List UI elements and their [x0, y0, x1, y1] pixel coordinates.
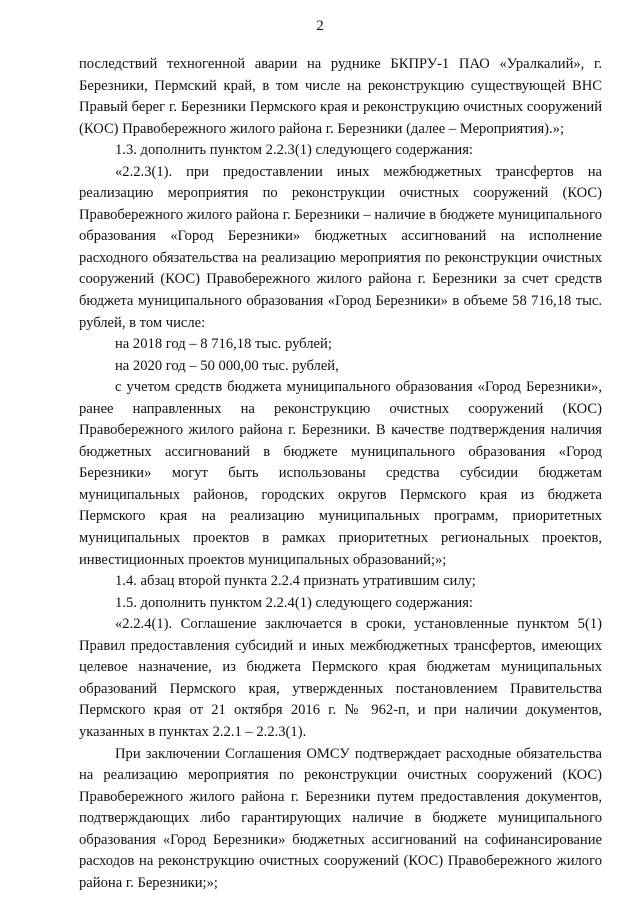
- paragraph-item-1-3: 1.3. дополнить пунктом 2.2.3(1) следующего содержания:: [115, 142, 473, 159]
- paragraph-item-1-5: 1.5. дополнить пунктом 2.2.4(1) следующего содержания:: [115, 594, 473, 611]
- paragraph-1: последствий техногенной аварии на руднике БКПРУ-1 ПАО «Уралкалий», г. Березники, Пермский край, в том числе на реконструкцию существующей ВНС Правый берег г. Березники Пермского края и реконструкцию очистных сооружений (КОС) Правобережного жилого района г. Березники (далее – Мероприятия).»;: [79, 56, 602, 137]
- page-number: 2: [316, 18, 324, 34]
- paragraph-clause-2-2-3-1: «2.2.3(1). при предоставлении иных межбюджетных трансфертов на реализацию мероприятия по реконструкции очистных сооружений (КОС) Правобережного жилого района г. Березники – наличие в бюджете муниципального образования «Город Березники» бюджетных ассигнований на исполнение расходного обязательства на реализацию мероприятия по реконструкции очистных сооружений (КОС) Правобережного жилого района г. Березники за счет средств бюджета муниципального образования «Город Березники» в объеме 58 716,18 тыс. рублей, в том числе:: [79, 163, 602, 331]
- paragraph-budget-note: с учетом средств бюджета муниципального образования «Город Березники», ранее направленных на реконструкцию очистных сооружений (КОС) Правобережного жилого района г. Березники. В качестве подтверждения наличия бюджетных ассигнований в бюджете муниципального образования «Город Березники» могут быть использованы средства субсидии бюджетам муниципальных районов, городских округов Пермского края из бюджета Пермского края на реализацию муниципальных программ, приоритетных муниципальных проектов в рамках приоритетных региональных проектов, инвестиционных проектов муниципальных образований;»;: [79, 379, 602, 568]
- paragraph-clause-2-2-4-1: «2.2.4(1). Соглашение заключается в сроки, установленные пунктом 5(1) Правил предоставления субсидий и иных межбюджетных трансфертов, имеющих целевое назначение, из бюджета Пермского края бюджетам муниципальных образований Пермского края, утвержденных постановлением Правительства Пермского края от 21 октября 2016 г. № 962-п, и при наличии документов, указанных в пунктах 2.2.1 – 2.2.3(1).: [79, 616, 602, 740]
- paragraph-omsu-obligations: При заключении Соглашения ОМСУ подтверждает расходные обязательства на реализацию мероприятия по реконструкции очистных сооружений (КОС) Правобережного жилого района г. Березники путем предоставления документов, подтверждающих либо гарантирующих наличие в бюджете муниципального образования «Город Березники» бюджетных ассигнований на софинансирование расходов на реконструкцию очистных сооружений (КОС) Правобережного жилого района г. Березники;»;: [79, 745, 602, 891]
- paragraph-amount-2020: на 2020 год – 50 000,00 тыс. рублей,: [115, 357, 339, 374]
- paragraph-item-1-4: 1.4. абзац второй пункта 2.2.4 признать утратившим силу;: [115, 573, 476, 590]
- document-body: [79, 54, 602, 894]
- paragraph-amount-2018: на 2018 год – 8 716,18 тыс. рублей;: [115, 336, 332, 353]
